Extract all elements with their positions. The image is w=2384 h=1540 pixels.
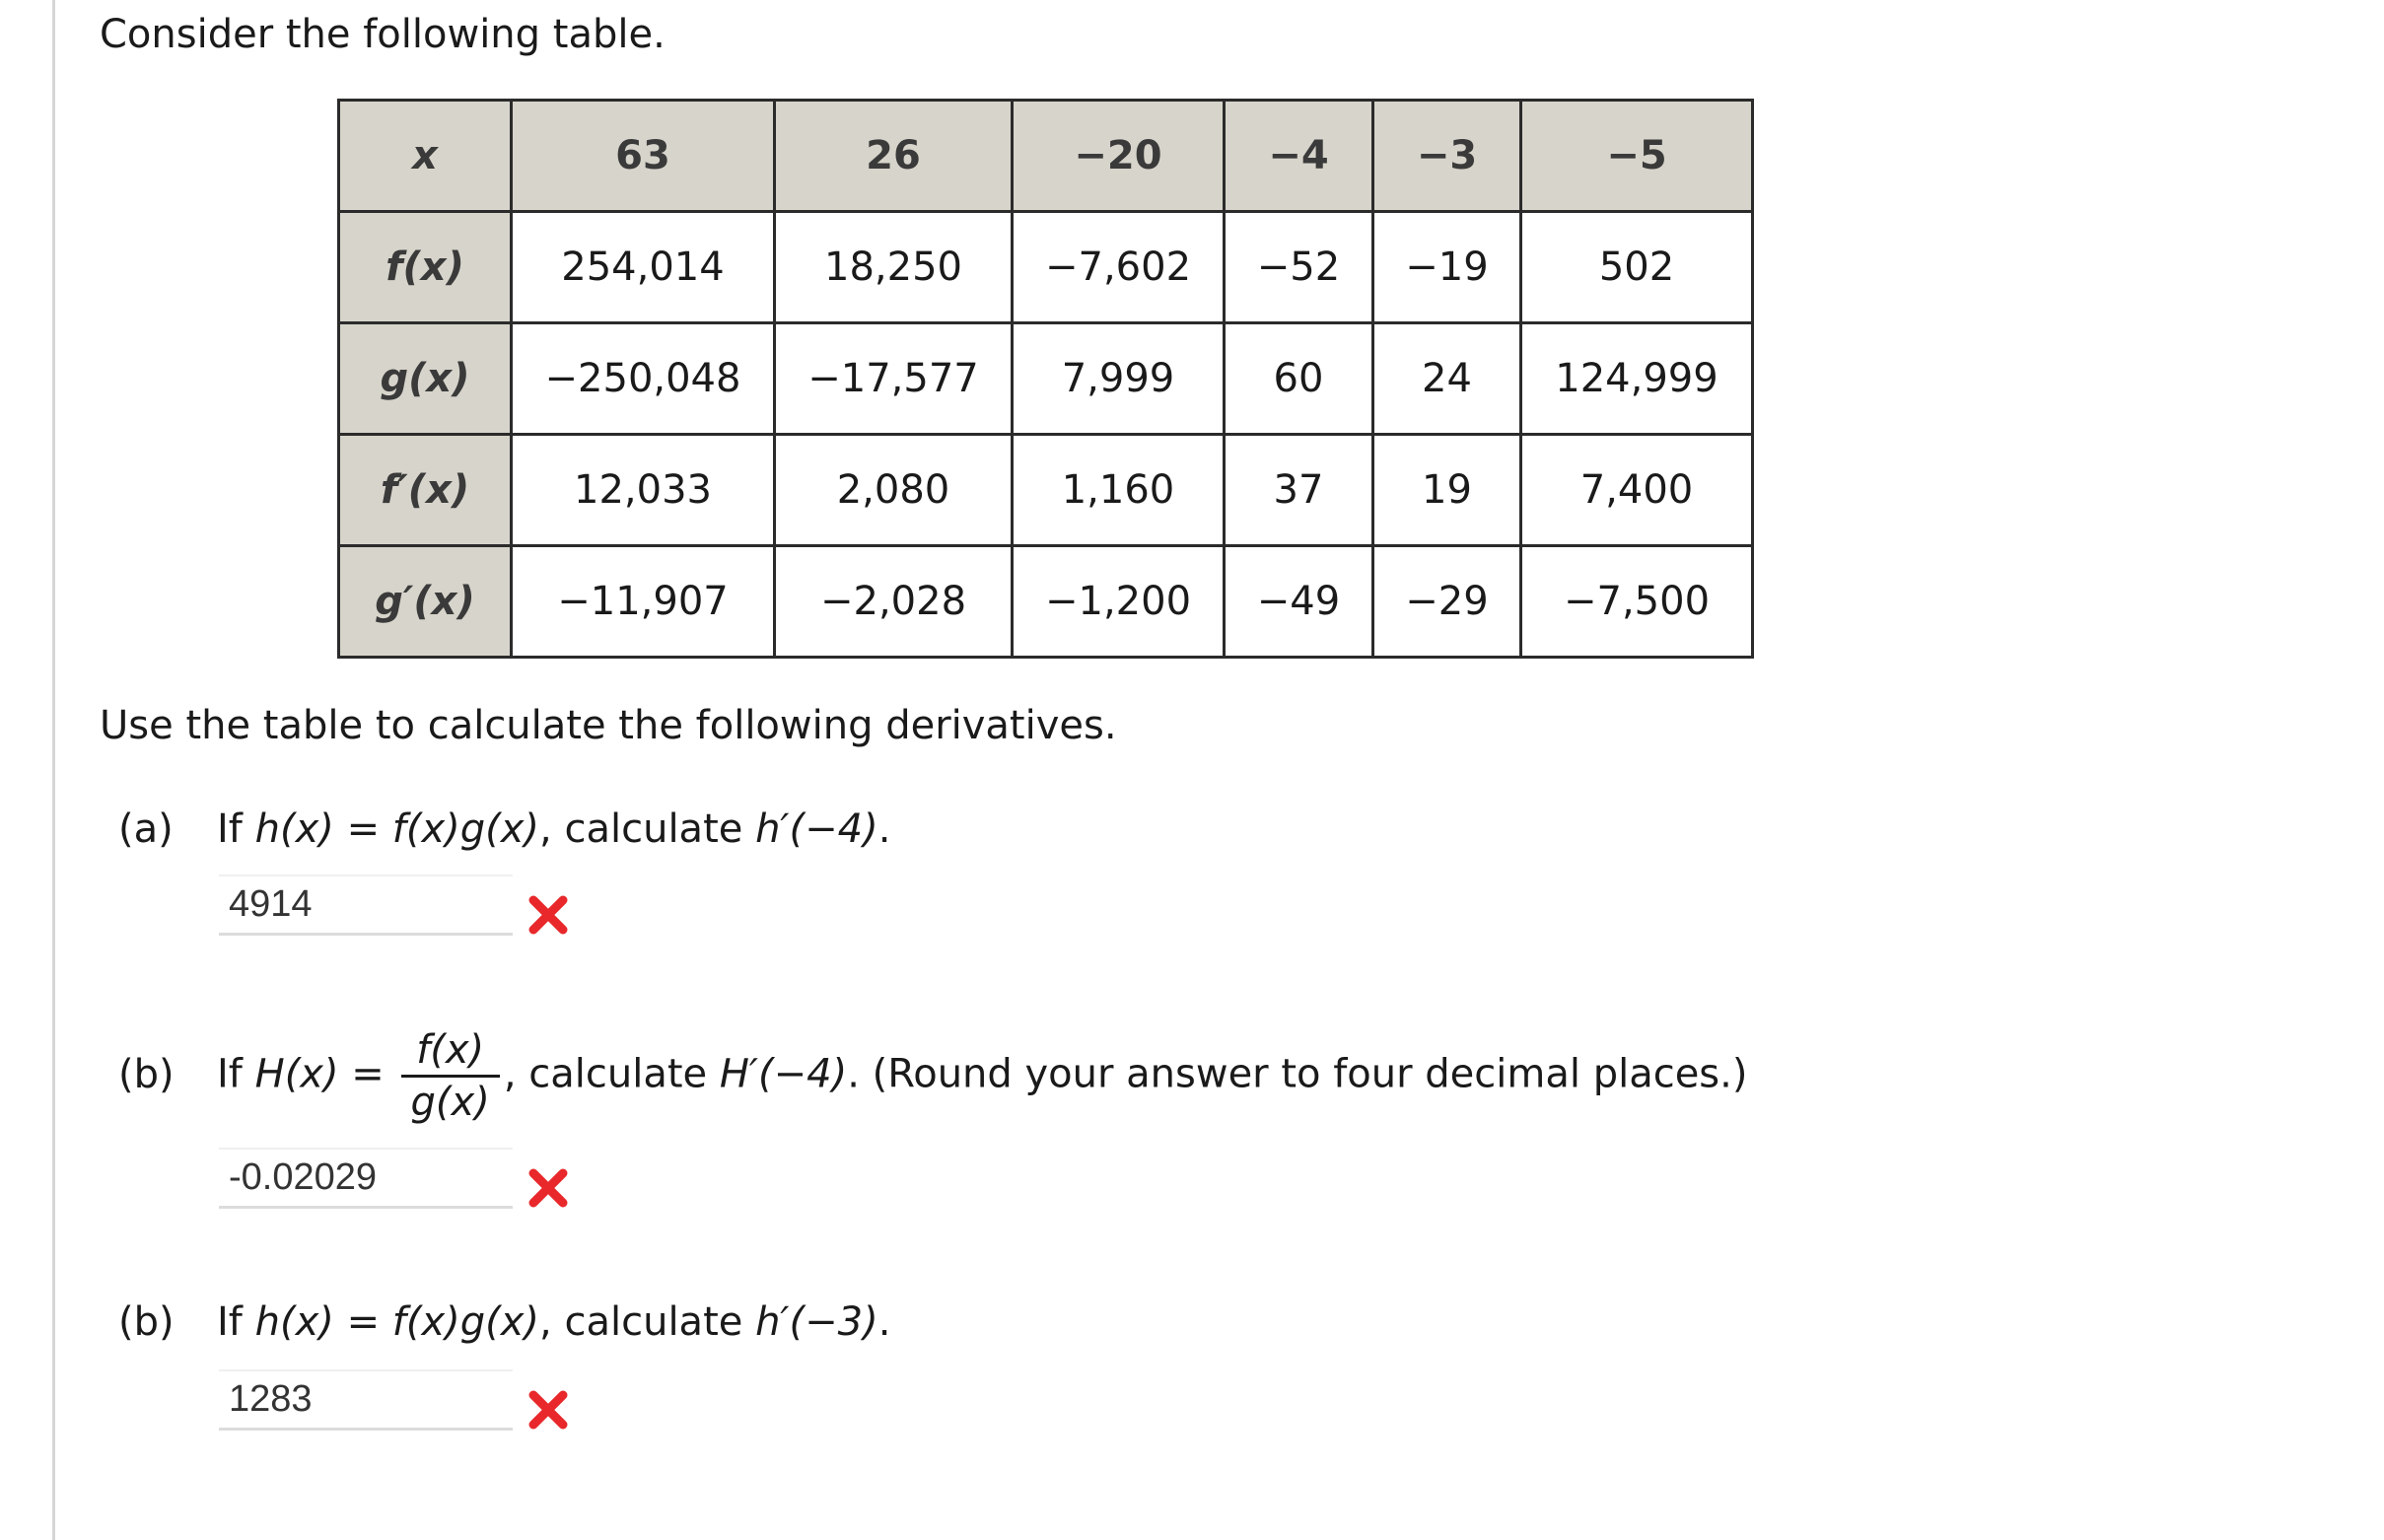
equals-sign: = (346, 1299, 381, 1345)
table-header-row (339, 101, 1753, 212)
table-cell: −7,602 (1013, 212, 1225, 323)
table-cell: 2,080 (775, 435, 1013, 546)
part-label: (b) (118, 1299, 175, 1345)
function-rhs: f(x)g(x) (391, 806, 540, 852)
table-cell: −29 (1373, 546, 1521, 658)
table-cell: 18,250 (775, 212, 1013, 323)
tail-suffix: . (877, 1299, 891, 1345)
x-value-cell: −20 (1013, 101, 1225, 212)
row-label-f-prime: f′(x) (339, 435, 512, 546)
tail-prefix: , calculate (539, 1299, 756, 1345)
tail-prefix: , calculate (503, 1051, 720, 1097)
equals-sign: = (346, 806, 381, 852)
table-row-f-prime (339, 435, 1753, 546)
table-cell: −17,577 (775, 323, 1013, 435)
function-lhs: H(x) (254, 1051, 339, 1097)
tail-prefix: , calculate (539, 806, 756, 852)
table-cell: −49 (1225, 546, 1373, 658)
if-word: If (217, 806, 243, 852)
x-value-cell: 63 (512, 101, 775, 212)
table-cell: −52 (1225, 212, 1373, 323)
table-cell: −250,048 (512, 323, 775, 435)
tail-suffix: . (Round your answer to four decimal places.) (847, 1051, 1748, 1097)
table-row-g-prime (339, 546, 1753, 658)
table-cell: 124,999 (1521, 323, 1753, 435)
table-row-g (339, 323, 1753, 435)
table-cell: −1,200 (1013, 546, 1225, 658)
row-label-g: g(x) (339, 323, 512, 435)
table-cell: 1,160 (1013, 435, 1225, 546)
table-cell: −7,500 (1521, 546, 1753, 658)
function-rhs: f(x)g(x) (391, 1299, 540, 1345)
table-cell: 12,033 (512, 435, 775, 546)
table-cell: 7,400 (1521, 435, 1753, 546)
table-cell: 502 (1521, 212, 1753, 323)
x-value-cell: 26 (775, 101, 1013, 212)
x-value-cell: −4 (1225, 101, 1373, 212)
table-cell: −11,907 (512, 546, 775, 658)
equals-sign: = (351, 1051, 385, 1097)
quotient-fraction (401, 1025, 500, 1127)
table-cell: −2,028 (775, 546, 1013, 658)
intro-text: Consider the following table. (100, 12, 666, 57)
table-cell: 19 (1373, 435, 1521, 546)
part-label: (b) (118, 1051, 175, 1097)
instruction-text: Use the table to calculate the following derivatives. (100, 703, 1117, 748)
table-row-f (339, 212, 1753, 323)
part-label: (a) (118, 806, 174, 852)
answer-input-a[interactable] (219, 875, 513, 936)
values-table (337, 99, 1754, 659)
x-header-cell: x (339, 101, 512, 212)
table-cell: 37 (1225, 435, 1373, 546)
fraction-numerator: f(x) (401, 1025, 500, 1078)
question-part-b-quotient (118, 1025, 1747, 1127)
table-cell: 7,999 (1013, 323, 1225, 435)
target-derivative: h′(−4) (755, 806, 878, 852)
incorrect-x-icon (526, 1388, 570, 1432)
question-part-a (118, 805, 890, 854)
target-derivative: H′(−4) (719, 1051, 848, 1097)
tail-suffix: . (877, 806, 891, 852)
left-margin-rule (52, 0, 55, 1540)
question-part-b-product (118, 1297, 890, 1347)
row-label-g-prime: g′(x) (339, 546, 512, 658)
x-value-cell: −5 (1521, 101, 1753, 212)
answer-input-b[interactable] (219, 1148, 513, 1209)
function-lhs: h(x) (254, 1299, 334, 1345)
answer-input-c[interactable] (219, 1369, 513, 1431)
function-lhs: h(x) (254, 806, 334, 852)
fraction-denominator: g(x) (410, 1080, 490, 1125)
if-word: If (217, 1051, 243, 1097)
incorrect-x-icon (526, 1166, 570, 1210)
table-cell: 24 (1373, 323, 1521, 435)
table-cell: −19 (1373, 212, 1521, 323)
incorrect-x-icon (526, 893, 570, 937)
table-cell: 60 (1225, 323, 1373, 435)
if-word: If (217, 1299, 243, 1345)
x-value-cell: −3 (1373, 101, 1521, 212)
row-label-f: f(x) (339, 212, 512, 323)
table-cell: 254,014 (512, 212, 775, 323)
target-derivative: h′(−3) (755, 1299, 878, 1345)
